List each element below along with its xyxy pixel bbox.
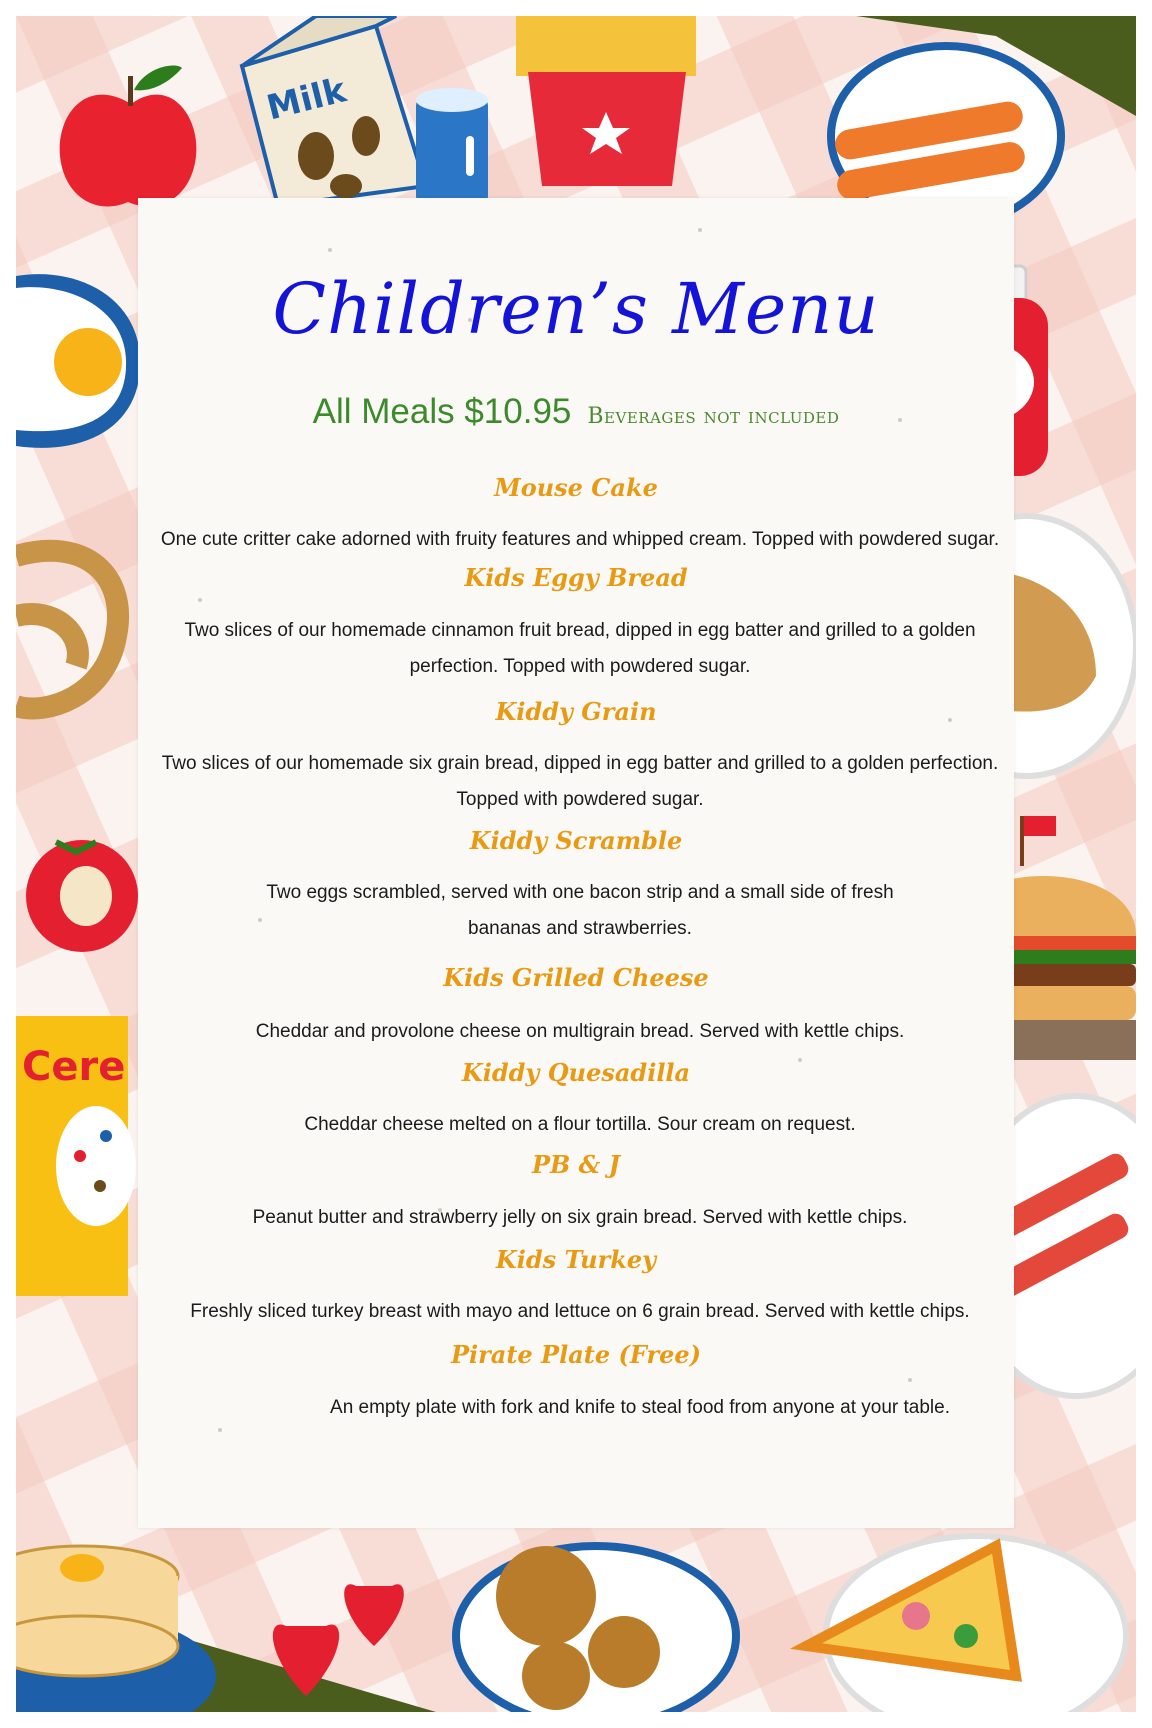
svg-text:Milk: Milk <box>262 70 350 129</box>
item-description-kids-grilled-cheese: Cheddar and provolone cheese on multigrain bread. Served with kettle chips. <box>255 1021 905 1042</box>
item-description-pb-and-j: Peanut butter and strawberry jelly on six grain bread. Served with kettle chips. <box>252 1207 908 1228</box>
item-name-pirate-plate: Pirate Plate (Free) <box>450 1340 701 1369</box>
beverage-note: Beverages not included <box>587 404 840 429</box>
item-description-kids-eggy-bread: Two slices of our homemade cinnamon fruit bread, dipped in egg batter and grilled to a golden perfection. Topped with powdered sugar. <box>184 620 976 677</box>
page-title: Children’s Menu <box>272 268 880 350</box>
meal-price: All Meals $10.95 <box>312 392 572 431</box>
item-description-kiddy-scramble: Two eggs scrambled, served with one bacon strip and a small side of fresh bananas and strawberries. <box>266 882 894 939</box>
item-description-kiddy-quesadilla: Cheddar cheese melted on a flour tortilla. Sour cream on request. <box>304 1114 856 1135</box>
item-name-kiddy-quesadilla: Kiddy Quesadilla <box>461 1058 691 1087</box>
item-description-kids-turkey: Freshly sliced turkey breast with mayo and lettuce on 6 grain bread. Served with kettle chips. <box>190 1301 970 1322</box>
item-name-kids-turkey: Kids Turkey <box>495 1245 657 1274</box>
item-name-kiddy-grain: Kiddy Grain <box>495 697 657 726</box>
item-name-kids-grilled-cheese: Kids Grilled Cheese <box>443 963 709 992</box>
item-name-kids-eggy-bread: Kids Eggy Bread <box>464 563 688 592</box>
item-description-kiddy-grain: Two slices of our homemade six grain bread, dipped in egg batter and grilled to a golden perfection. Topped with powdered sugar. <box>161 753 999 810</box>
tomato-icon <box>26 840 138 952</box>
milk-glass-icon <box>416 88 488 206</box>
price-line <box>0 392 1152 432</box>
item-name-mouse-cake: Mouse Cake <box>494 473 658 502</box>
item-description-mouse-cake: One cute critter cake adorned with fruity features and whipped cream. Topped with powdered sugar. <box>160 529 1000 550</box>
svg-text:Cere: Cere <box>22 1044 126 1090</box>
item-name-kiddy-scramble: Kiddy Scramble <box>469 826 683 855</box>
item-name-pb-and-j: PB & J <box>531 1150 621 1179</box>
item-description-pirate-plate: An empty plate with fork and knife to steal food from anyone at your table. <box>330 1397 950 1418</box>
cookie-plate-icon <box>456 1546 736 1712</box>
fries-box-icon <box>516 16 696 186</box>
